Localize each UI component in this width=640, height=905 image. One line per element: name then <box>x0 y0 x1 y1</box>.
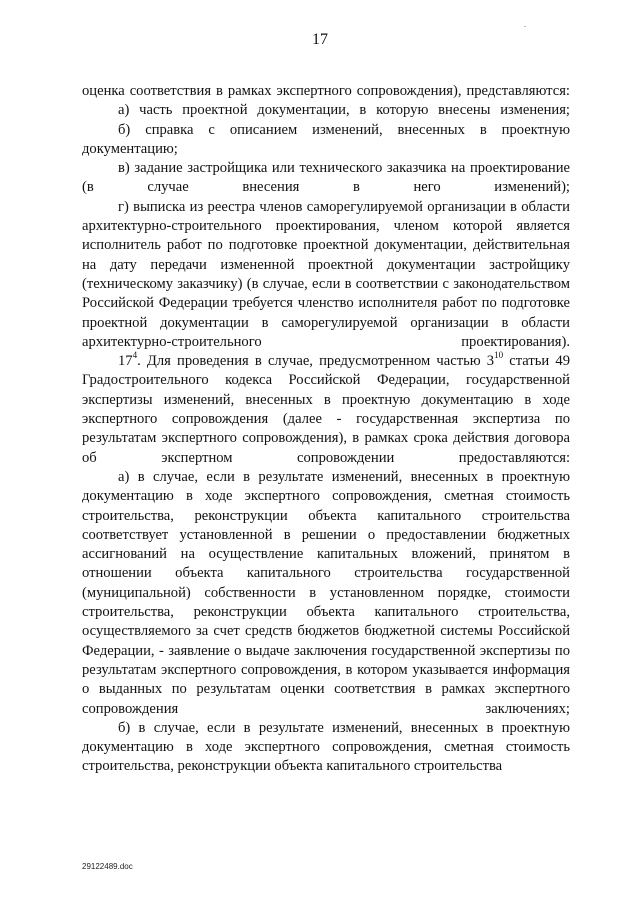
text-line: Российской Федерации, - заявление о выдаче заключения государственной <box>82 623 570 659</box>
text-line: договора об экспертном сопровождении предоставляются: <box>82 430 570 466</box>
document-footer-filename: 29122489.doc <box>82 862 133 871</box>
text-line: строительства, реконструкции объекта капитального строительства <box>82 758 503 775</box>
text-line: области архитектурно-строительного проектирования, членом которой <box>82 198 570 235</box>
text-line: Градостроительного кодекса Российской Федерации, государственной <box>82 372 570 389</box>
paragraph-intro <box>82 82 570 101</box>
paragraph-item-a-2 <box>82 468 570 719</box>
text-line: экспертизы по результатам экспертного сопровождения, в котором <box>82 642 570 678</box>
text-line: б) в случае, если в результате изменений, внесенных в проектную <box>118 719 570 736</box>
text-fragment: статьи 49 <box>503 353 571 370</box>
text-line: (муниципальной) собственности в установленном порядке, стоимости <box>82 584 570 601</box>
text-line: указывается информация о выданных по результатам оценки соответствия <box>82 661 571 698</box>
text-line: законодательством Российской Федерации требуется членство <box>82 275 570 312</box>
text-line: документацию; <box>82 140 178 157</box>
text-line: в рамках экспертного сопровождения заключениях; <box>82 681 571 717</box>
text-line: результатам экспертного сопровождения), в рамках срока действия <box>82 430 510 447</box>
paragraph-item-a <box>82 101 570 120</box>
text-line: оценка соответствия в рамках экспертного сопровождения), <box>82 83 462 99</box>
text-line: ассигнований на осуществление капитальных вложений, принятом в <box>82 546 570 563</box>
text-line: документацию в ходе экспертного сопровождения, сметная стоимость <box>82 739 570 756</box>
paragraph-item-b <box>82 121 570 160</box>
text-line: документацию в ходе экспертного сопровождения, сметная стоимость <box>82 488 570 505</box>
text-line: проектирование (в случае внесения в него изменений); <box>82 160 570 196</box>
text-line: осуществляемого за счет средств бюджетов бюджетной системы <box>82 623 493 640</box>
text-line: исполнителя работ по подготовке проектной документации в <box>82 295 570 331</box>
paragraph-item-v <box>82 159 570 198</box>
text-line: соответствует установленной в решении о предоставлении бюджетных <box>82 526 570 543</box>
margin-mark <box>524 26 526 27</box>
text-line: застройщику (техническому заказчику) (в случае, если в соответствии с <box>82 256 570 292</box>
text-line: строительства, реконструкции объекта капитального строительства <box>82 507 570 524</box>
paragraph-section-17-4 <box>82 352 570 468</box>
text-line: действительная на дату передачи измененной проектной документации <box>82 237 570 273</box>
text-line: строительства, реконструкции объекта капитального строительства, <box>82 604 570 621</box>
text-line: является исполнитель работ по подготовке проектной документации, <box>82 218 570 254</box>
paragraph-item-g <box>82 198 570 352</box>
text-line: проектирования). <box>461 333 570 350</box>
part-number-superscript: 10 <box>494 350 504 361</box>
text-line: а) часть проектной документации, в которую внесены изменения; <box>118 102 570 119</box>
text-line: отношении объекта капитального строительства государственной <box>82 565 570 582</box>
text-line: экспертного сопровождения (далее - государственная экспертиза по <box>82 411 570 428</box>
text-line: б) справка с описанием изменений, внесенных в проектную <box>118 121 570 138</box>
text-line: представляются: <box>466 83 570 99</box>
paragraph-item-b-2 <box>82 719 570 777</box>
section-number-superscript: 4 <box>132 350 138 361</box>
text-line: г) выписка из реестра членов саморегулируемой организации в <box>118 198 517 215</box>
text-line: а) в случае, если в результате изменений, внесенных в проектную <box>118 468 570 485</box>
section-number: 17 <box>118 353 133 370</box>
text-fragment: . Для проведения в случае, предусмотренном частью 3 <box>137 353 495 370</box>
document-body <box>82 82 570 777</box>
text-line: в) задание застройщика или технического заказчика на <box>118 160 466 177</box>
page-number: 17 <box>312 31 328 48</box>
text-line: саморегулируемой организации в области архитектурно-строительного <box>82 314 570 350</box>
text-line: экспертизы изменений, внесенных в проектную документацию в ходе <box>82 391 570 408</box>
